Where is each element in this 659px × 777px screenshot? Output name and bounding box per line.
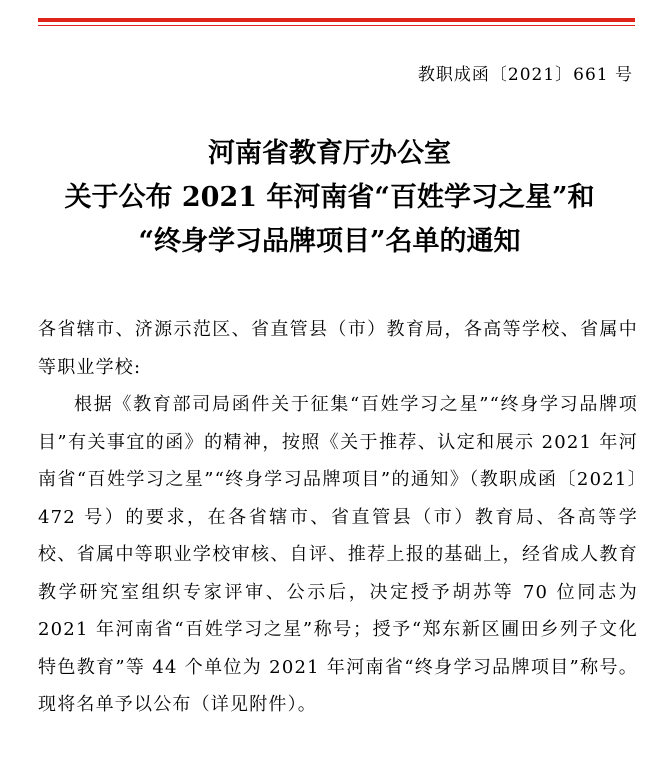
document-number: 教职成函〔2021〕661 号: [417, 65, 633, 85]
recipients: 各省辖市、济源示范区、省直管县（市）教育局，各高等学校、省属中等职业学校:: [38, 319, 638, 378]
header-red-line: [38, 18, 635, 22]
title-issuer: 河南省教育厅办公室: [208, 138, 451, 169]
title-line-2: 关于公布 2021 年河南省“百姓学习之星”和: [64, 182, 595, 213]
document-body: [38, 311, 638, 724]
title-line-3: “终身学习品牌项目”名单的通知: [138, 226, 521, 257]
header-red-line-thin: [38, 25, 635, 26]
body-paragraph: 根据《教育部司局函件关于征集“百姓学习之星”“终身学习品牌项目”有关事宜的函》的精神，按照《关于推荐、认定和展示 2021 年河南省“百姓学习之星”“终身学习品牌项目”的通知》（教职成函〔2021〕472 号）的要求，在各省辖市、省直管县（市）教育局、各高等学校、省属中等职业学校审核、自评、推荐上报的基础上，经省成人教育教学研究室组织专家评审、公示后，决定授予胡苏等 70 位同志为 2021 年河南省“百姓学习之星”称号；授予“郑东新区圃田乡列子文化特色教育”等 44 个单位为 2021 年河南省“终身学习品牌项目”称号。现将名单予以公布（详见附件）。: [38, 394, 638, 715]
